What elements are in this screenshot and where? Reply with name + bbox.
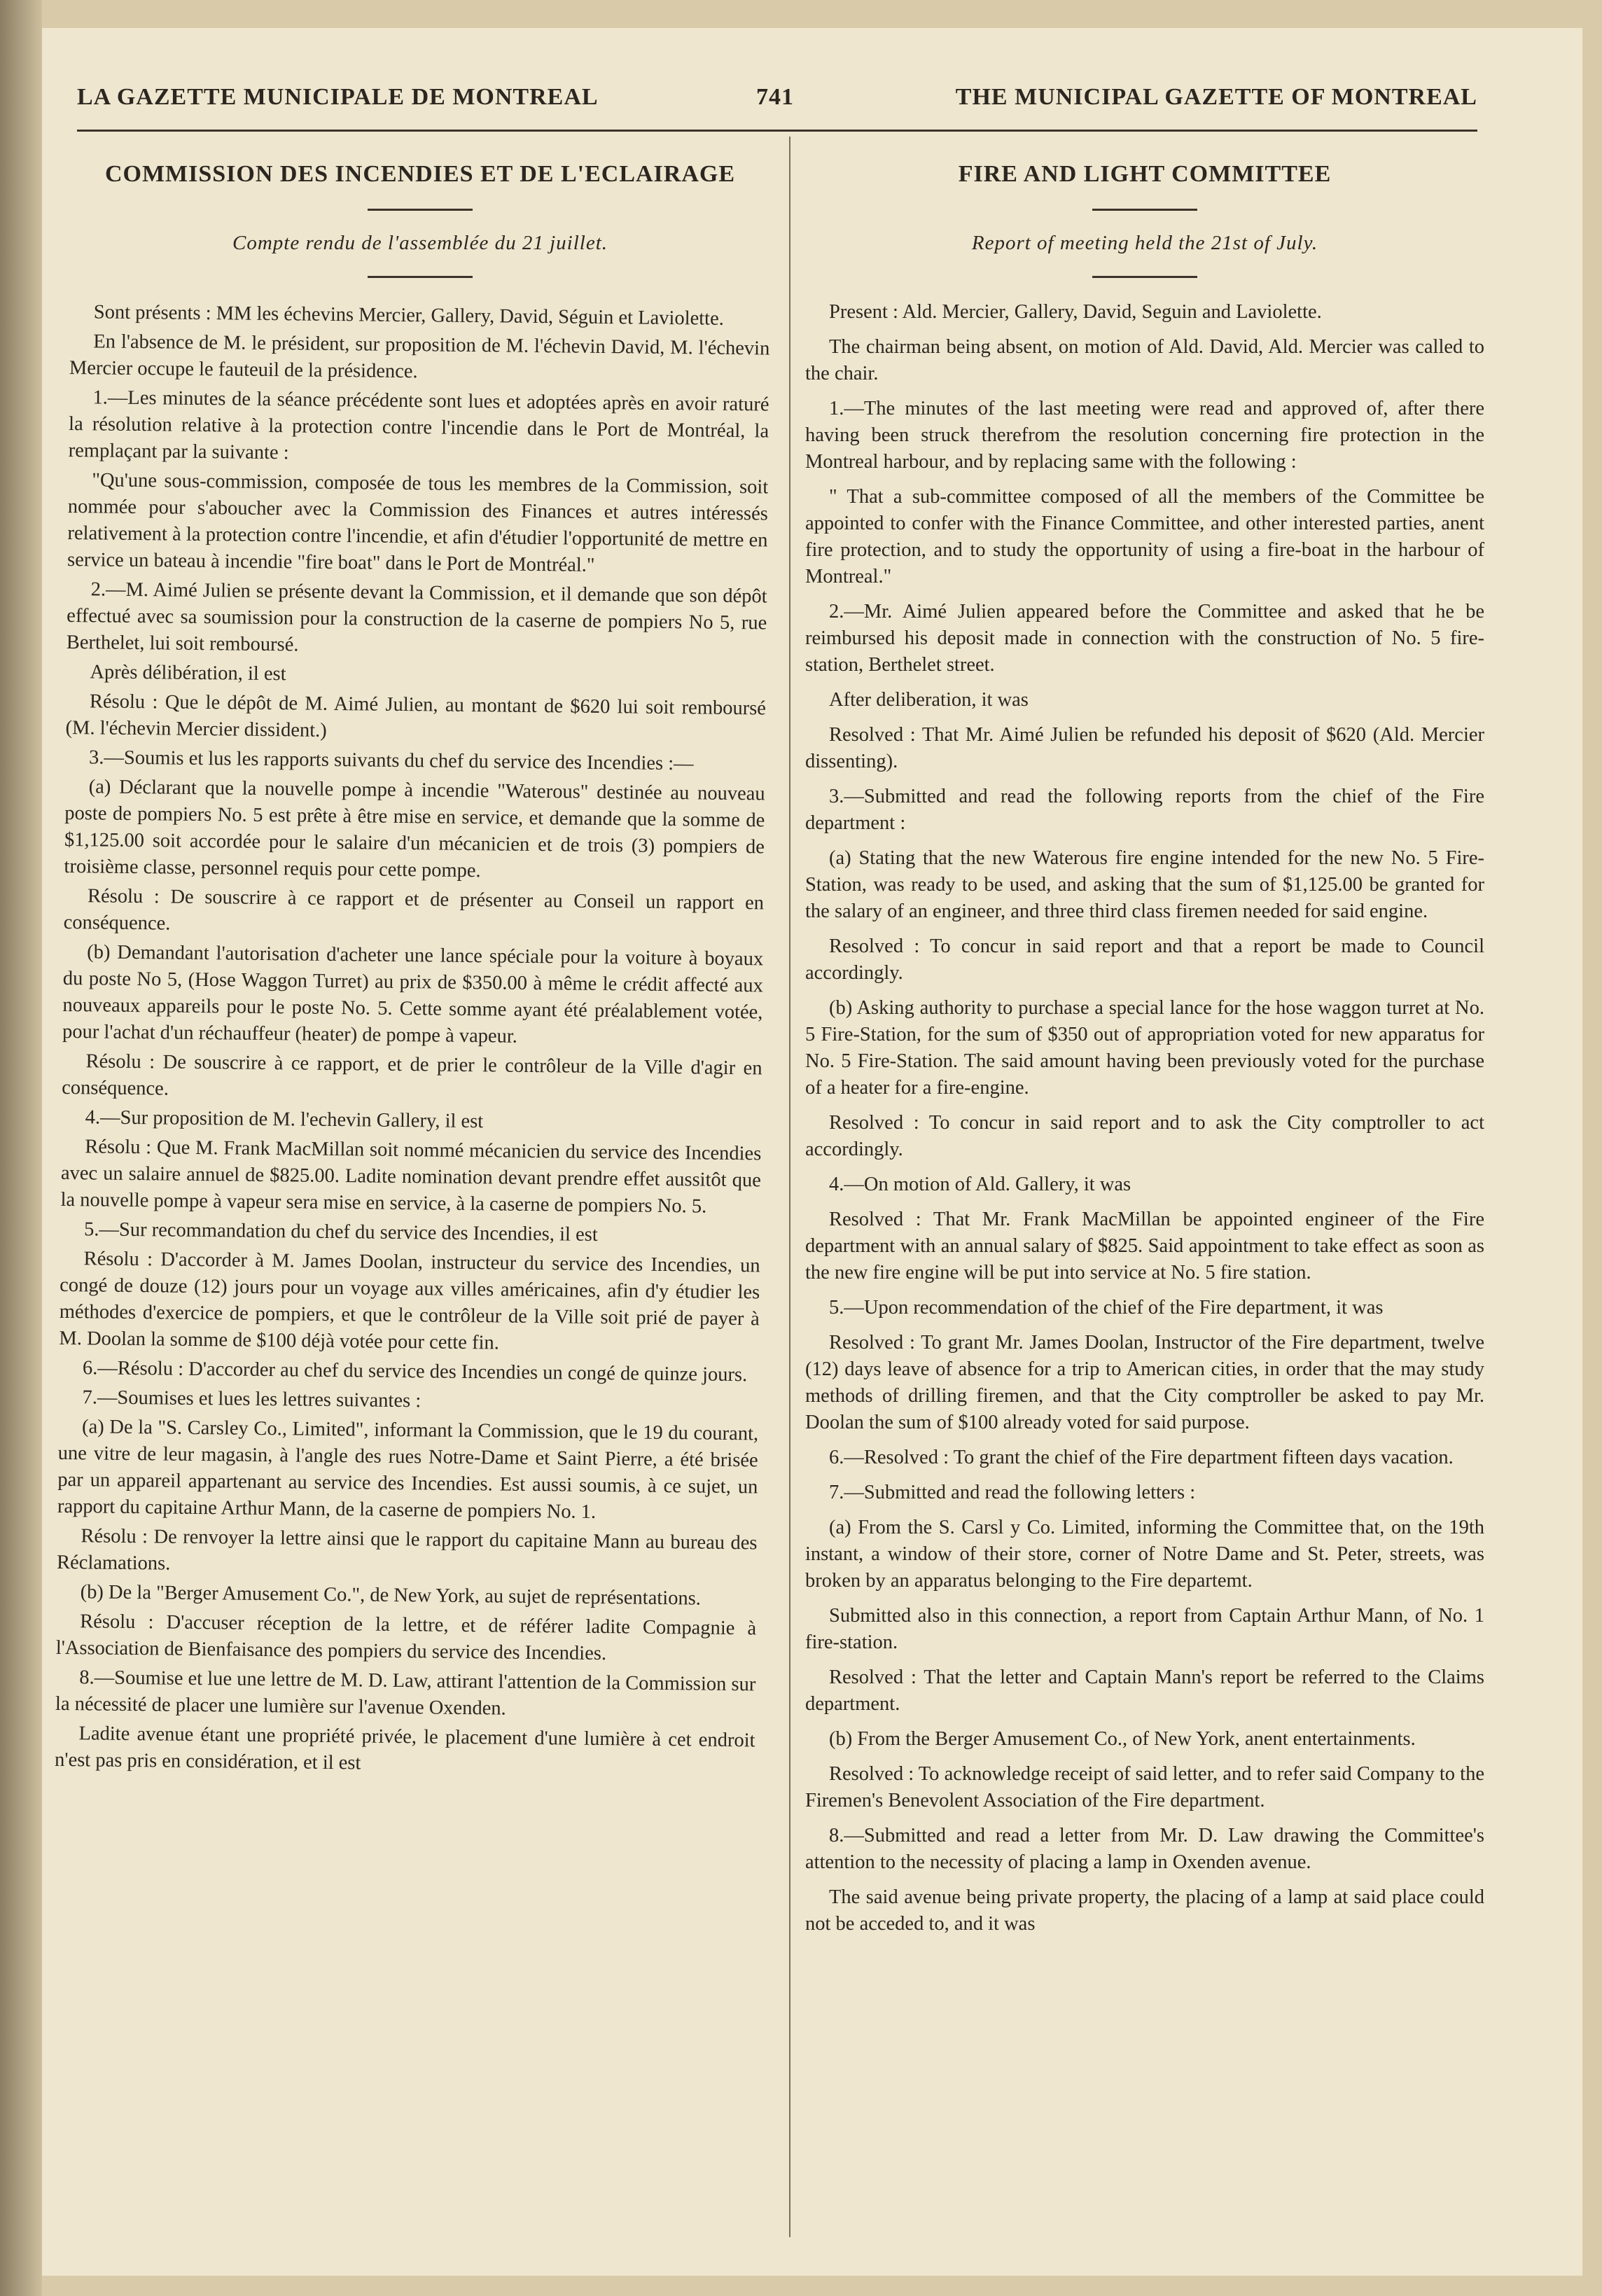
paragraph: Résolu : Que M. Frank MacMillan soit nommé mécanicien du service des Incendies avec un salaire annuel de $825.00. Ladite nomination devant prendre effet aussitôt que la nouvelle pompe à vapeur sera mise en service, à la caserne de pompiers No. 5. bbox=[60, 1136, 762, 1218]
paragraph: (b) From the Berger Amusement Co., of New York, anent entertainments. bbox=[829, 1728, 1416, 1750]
paragraph: Résolu : D'accuser réception de la lettre, et de référer ladite Compagnie à l'Association de Bienfaisance des pompiers du service des Incendies. bbox=[55, 1610, 757, 1665]
paragraph: 1.—The minutes of the last meeting were read and approved of, after there having been struck therefrom the resolution concerning fire protection in the Montreal harbour, and by replacing same with the following : bbox=[805, 398, 1484, 473]
header-english-title: THE MUNICIPAL GAZETTE OF MONTREAL bbox=[955, 84, 1477, 110]
paragraph: Resolved : That Mr. Aimé Julien be refunded his deposit of $620 (Ald. Mercier dissenting). bbox=[805, 724, 1484, 772]
paragraph: (a) From the S. Carsl y Co. Limited, informing the Committee that, on the 19th instant, a window of their store, corner of Notre Dame and St. Peter, streets, was broken by an apparatus belonging to the Fire departemt. bbox=[805, 1517, 1484, 1592]
english-subtitle-rule bbox=[1092, 276, 1197, 278]
paragraph: Resolved : That Mr. Frank MacMillan be appointed engineer of the Fire department with an annual salary of $825. Said appointment to take effect as soon as the new fire engine will be put into service at No. 5 fire station. bbox=[805, 1209, 1484, 1283]
paragraph: 4.—Sur proposition de M. l'echevin Gallery, il est bbox=[85, 1106, 484, 1133]
running-header bbox=[77, 70, 1477, 119]
paragraph: 5.—Sur recommandation du chef du service des Incendies, il est bbox=[83, 1218, 598, 1246]
paragraph: The chairman being absent, on motion of Ald. David, Ald. Mercier was called to the chair. bbox=[805, 336, 1484, 384]
paragraph: 3.—Submitted and read the following reports from the chief of the Fire department : bbox=[805, 786, 1484, 834]
paragraph: (b) De la "Berger Amusement Co.", de New York, au sujet de représentations. bbox=[80, 1581, 702, 1610]
paragraph: 6.—Résolu : D'accorder au chef du service des Incendies un congé de quinze jours. bbox=[82, 1357, 748, 1386]
english-section-title: FIRE AND LIGHT COMMITTEE bbox=[958, 161, 1332, 187]
french-subtitle: Compte rendu de l'assemblée du 21 juillet. bbox=[232, 232, 608, 254]
paragraph: (a) Stating that the new Waterous fire engine intended for the new No. 5 Fire-Station, was ready to be used, and asking that the sum of $1,125.00 be granted for the salary of an engineer, and three third class firemen needed for said engine. bbox=[805, 847, 1484, 922]
paragraph: 2.—M. Aimé Julien se présente devant la Commission, et il demande que son dépôt effectué avec sa soumission pour la construction de la caserne de pompiers No 5, rue Berthelet, lui soit remboursé. bbox=[66, 578, 767, 656]
paragraph: Résolu : Que le dépôt de M. Aimé Julien, au montant de $620 lui soit remboursé (M. l'échevin Mercier dissident.) bbox=[65, 690, 767, 742]
paragraph: Ladite avenue étant une propriété privée, le placement d'une lumière à cet endroit n'est pas pris en considération, et il est bbox=[54, 1723, 755, 1774]
header-french-title: LA GAZETTE MUNICIPALE DE MONTREAL bbox=[77, 84, 599, 110]
paragraph: Résolu : De renvoyer la lettre ainsi que le rapport du capitaine Mann au bureau des Réclamations. bbox=[56, 1525, 758, 1575]
paragraph: 3.—Soumis et lus les rapports suivants du chef du service des Incendies :— bbox=[88, 746, 694, 775]
paragraph: 7.—Soumises et lues les lettres suivantes : bbox=[82, 1386, 422, 1412]
paragraph: Resolved : To acknowledge receipt of said letter, and to refer said Company to the Firemen's Benevolent Association of the Fire department. bbox=[805, 1763, 1484, 1811]
paragraph: (b) Asking authority to purchase a special lance for the hose waggon turret at No. 5 Fire-Station, for the sum of $350 out of appropriation voted for new apparatus for No. 5 Fire-Station. The said amount having been previously voted for the purchase of a heater for a fire-engine. bbox=[805, 997, 1484, 1099]
paragraph: 4.—On motion of Ald. Gallery, it was bbox=[829, 1174, 1131, 1195]
english-body bbox=[805, 299, 1484, 1937]
paragraph: Resolved : To grant Mr. James Doolan, Instructor of the Fire department, twelve (12) days leave of absence for a trip to American cities, in order that the may study methods of drilling firemen, and that the City comptroller be asked to pay Mr. Doolan the sum of $100 already voted for said purpose. bbox=[805, 1332, 1484, 1433]
paragraph: 1.—Les minutes de la séance précédente sont lues et adoptées après en avoir raturé la résolution relative à la protection contre l'incendie dans le Port de Montréal, la remplaçant par la suivante : bbox=[68, 387, 769, 464]
paragraph: 8.—Submitted and read a letter from Mr. D. Law drawing the Committee's attention to the necessity of placing a lamp in Oxenden avenue. bbox=[805, 1825, 1484, 1873]
paragraph: 6.—Resolved : To grant the chief of the Fire department fifteen days vacation. bbox=[829, 1447, 1454, 1468]
column-divider bbox=[789, 137, 790, 2237]
paragraph: Present : Ald. Mercier, Gallery, David, Seguin and Laviolette. bbox=[829, 301, 1322, 323]
paragraph: Résolu : De souscrire à ce rapport et de présenter au Conseil un rapport en conséquence. bbox=[63, 885, 765, 935]
paragraph: Après délibération, il est bbox=[90, 661, 286, 686]
paragraph: Résolu : De souscrire à ce rapport, et de prier le contrôleur de la Ville d'agir en conséquence. bbox=[62, 1050, 762, 1100]
french-title-rule bbox=[368, 209, 473, 211]
paragraph: (a) Déclarant que la nouvelle pompe à incendie "Waterous" destinée au nouveau poste de pompiers No. 5 est prête à être mise en service, et demande que la somme de $1,125.00 soit accordée pour le salaire d'un mécanicien et de trois (3) pompiers de troisième classe, personnel requis pour cette pompe. bbox=[64, 776, 765, 882]
paragraph: En l'absence de M. le président, sur proposition de M. l'échevin David, M. l'échevin Mercier occupe le fauteuil de la présidence. bbox=[69, 331, 770, 383]
english-subtitle: Report of meeting held the 21st of July. bbox=[971, 232, 1318, 254]
paragraph: Resolved : To concur in said report and to ask the City comptroller to act accordingly. bbox=[805, 1112, 1484, 1160]
paragraph: 5.—Upon recommendation of the chief of the Fire department, it was bbox=[829, 1297, 1384, 1319]
paragraph: Résolu : D'accorder à M. James Doolan, instructeur du service des Incendies, un congé de douze (12) jours pour un voyage aux villes américaines, afin d'y étudier les méthodes d'exercice de pompiers, et que le contrôleur de la Ville soit prié de payer à M. Doolan la somme de $100 déjà votée pour cette fin. bbox=[59, 1248, 760, 1354]
paragraph: " That a sub-committee composed of all the members of the Committee be appointed to confer with the Finance Committee, and other interested parties, anent fire protection, and to study the opportunity of using a fire-boat in the harbour of Montreal." bbox=[805, 486, 1484, 587]
english-title-rule bbox=[1092, 209, 1197, 211]
paragraph: Resolved : To concur in said report and that a report be made to Council accordingly. bbox=[805, 935, 1484, 984]
english-column bbox=[805, 140, 1484, 1946]
paragraph: 2.—Mr. Aimé Julien appeared before the Committee and asked that he be reimbursed his deposit made in connection with the construction of No. 5 fire-station, Berthelet street. bbox=[805, 601, 1484, 676]
paragraph: After deliberation, it was bbox=[829, 689, 1029, 711]
paragraph: 7.—Submitted and read the following letters : bbox=[829, 1482, 1196, 1503]
paragraph: (b) Demandant l'autorisation d'acheter une lance spéciale pour la voiture à boyaux du poste No 5, (Hose Waggon Turret) au prix de $350.00 à même le crédit affecté aux nouveaux appareils pour le poste No. 5. Cette somme ayant été préalablement votée, pour l'achat d'un réchauffeur (heater) de pompe à vapeur. bbox=[62, 941, 764, 1048]
french-subtitle-rule bbox=[368, 276, 473, 278]
french-body bbox=[55, 299, 770, 1781]
paragraph: Submitted also in this connection, a report from Captain Arthur Mann, of No. 1 fire-station. bbox=[805, 1605, 1484, 1653]
french-column bbox=[54, 140, 770, 1776]
paragraph: (a) De la "S. Carsley Co., Limited", informant la Commission, que le 19 du courant, une vitre de leur magasin, à l'angle des rues Notre-Dame et Saint Pierre, a été brisée par un appareil appartenant au service des Incendies. Est aussi soumis, à ce sujet, un rapport du capitaine Arthur Mann, de la caserne de pompiers No. 1. bbox=[57, 1416, 759, 1523]
book-spine-shadow bbox=[0, 0, 42, 2296]
french-section-title: COMMISSION DES INCENDIES ET DE L'ECLAIRAGE bbox=[104, 161, 736, 187]
paragraph: Sont présents : MM les échevins Mercier, Gallery, David, Séguin et Laviolette. bbox=[93, 301, 724, 330]
paragraph: The said avenue being private property, the placing of a lamp at said place could not be acceded to, and it was bbox=[805, 1886, 1484, 1935]
paragraph: 8.—Soumise et lue une lettre de M. D. Law, attirant l'attention de la Commission sur la nécessité de placer une lumière sur l'avenue Oxenden. bbox=[55, 1667, 756, 1720]
page-number: 741 bbox=[756, 84, 794, 110]
paragraph: "Qu'une sous-commission, composée de tous les membres de la Commission, soit nommée pour s'aboucher avec la Commission des Finances et autres intéressés relativement à la protection contre l'incendie, et afin d'étudier l'opportunité de mettre en service un bateau à incendie "fire boat" dans le Port de Montréal." bbox=[67, 469, 769, 576]
paragraph: Resolved : That the letter and Captain Mann's report be referred to the Claims department. bbox=[805, 1667, 1484, 1715]
header-rule bbox=[77, 130, 1477, 132]
